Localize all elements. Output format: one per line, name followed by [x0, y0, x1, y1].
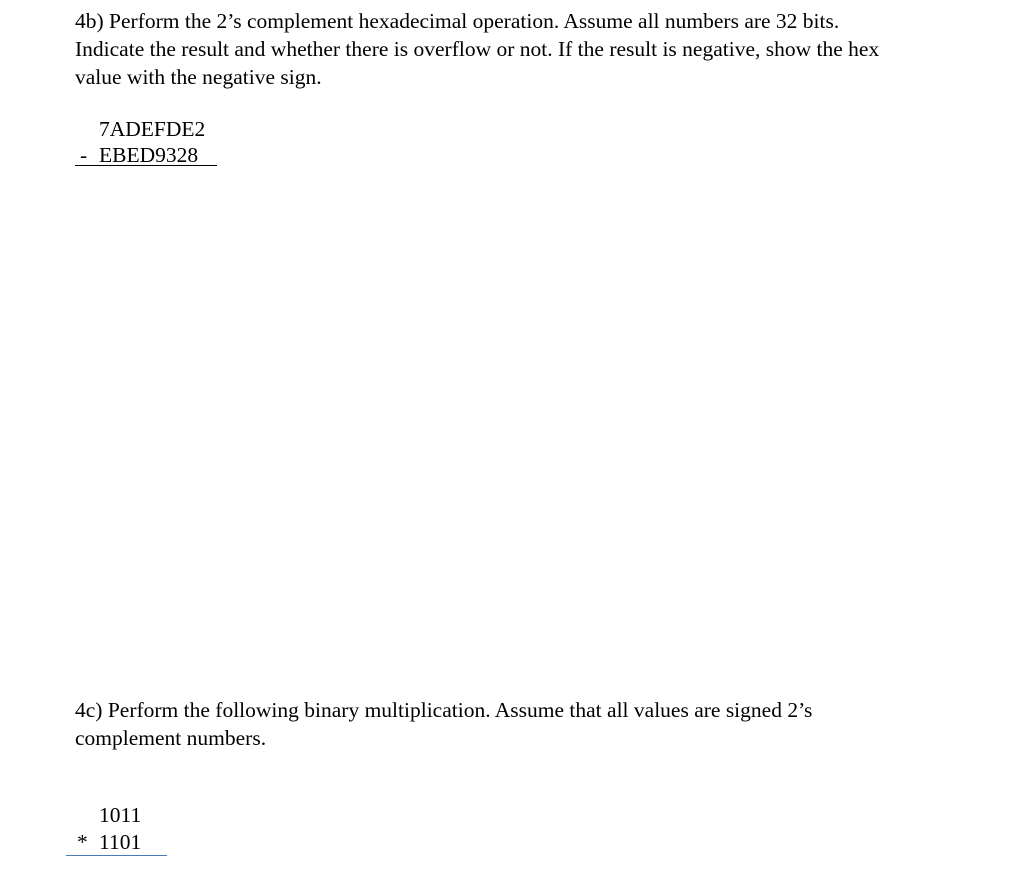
q4c-underline: [66, 855, 167, 856]
q4c-operand-1: 1011: [99, 803, 142, 827]
q4b-operand-1: 7ADEFDE2: [99, 117, 206, 141]
q4b-line-3: value with the negative sign.: [75, 65, 322, 89]
q4b-line-2: Indicate the result and whether there is overflow or not. If the result is negative, show the hex: [75, 37, 880, 61]
q4c-line-2: complement numbers.: [75, 726, 267, 750]
q4c-multiply-operator: *: [77, 830, 88, 854]
q4b-minus-operator: -: [80, 143, 88, 167]
q4c-operand-2: 1101: [99, 830, 142, 854]
q4b-underline: [75, 165, 217, 166]
q4b-operand-2: EBED9328: [99, 143, 199, 167]
q4b-line-1: 4b) Perform the 2’s complement hexadecimal operation. Assume all numbers are 32 bits.: [75, 9, 840, 33]
q4c-line-1: 4c) Perform the following binary multiplication. Assume that all values are signed 2’s: [75, 698, 813, 722]
